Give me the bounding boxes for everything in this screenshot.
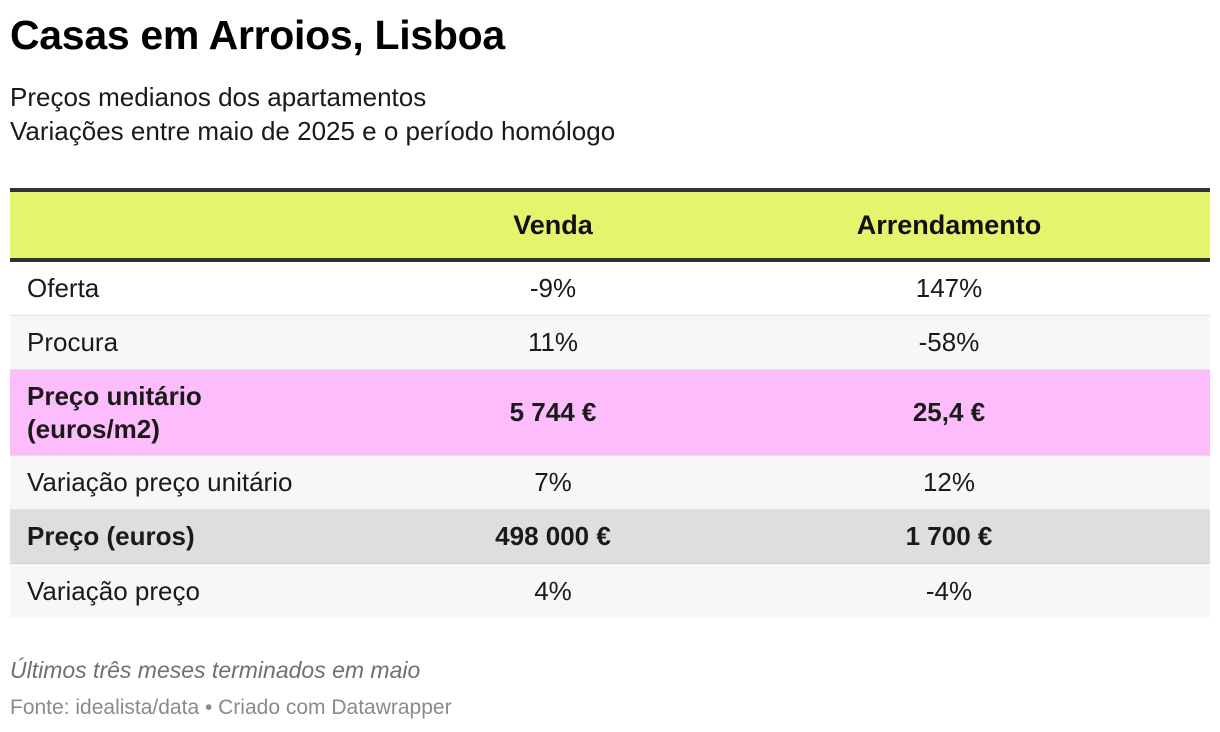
- venda-value: -9%: [529, 273, 577, 303]
- venda-value: 11%: [527, 327, 579, 357]
- arrendamento-value: 25,4 €: [912, 397, 986, 427]
- venda-value: 5 744 €: [509, 397, 597, 427]
- table-row: [10, 262, 1210, 316]
- table-row: [10, 564, 1210, 618]
- data-table: [10, 188, 1210, 618]
- chart-subtitle-line-1: Preços medianos dos apartamentos: [10, 82, 427, 112]
- row-label: Variação preço unitário: [27, 467, 293, 497]
- row-label: Procura: [27, 327, 119, 357]
- row-label: Preço (euros): [27, 521, 195, 551]
- chart-subtitle-line-2: Variações entre maio de 2025 e o período homólogo: [10, 116, 616, 146]
- table-row: [10, 456, 1210, 510]
- venda-value: 7%: [534, 467, 572, 497]
- venda-value: 498 000 €: [495, 521, 611, 551]
- row-label: Oferta: [27, 273, 100, 303]
- arrendamento-value: -58%: [918, 327, 980, 357]
- row-label-line-1: Preço unitário: [27, 380, 202, 411]
- chart-title: Casas em Arroios, Lisboa: [10, 12, 505, 58]
- venda-value: 4%: [534, 575, 572, 606]
- arrendamento-value: -4%: [925, 575, 973, 606]
- table-header-row: [10, 192, 1210, 262]
- source-line: Fonte: idealista/data • Criado com Datawrapper: [10, 696, 452, 719]
- row-label: Variação preço: [27, 575, 200, 606]
- footnote: Últimos três meses terminados em maio: [10, 657, 421, 683]
- row-label: [10, 380, 418, 446]
- arrendamento-value: 1 700 €: [905, 521, 993, 551]
- header-cell-arrendamento: Arrendamento: [856, 209, 1042, 240]
- table-row: [10, 316, 1210, 370]
- table-row-highlight-pink: [10, 370, 1210, 456]
- arrendamento-value: 147%: [915, 273, 983, 303]
- table-row-highlight-grey: [10, 510, 1210, 564]
- header-cell-venda: Venda: [513, 209, 593, 240]
- arrendamento-value: 12%: [922, 467, 976, 497]
- row-label-line-2: (euros/m2): [27, 413, 160, 444]
